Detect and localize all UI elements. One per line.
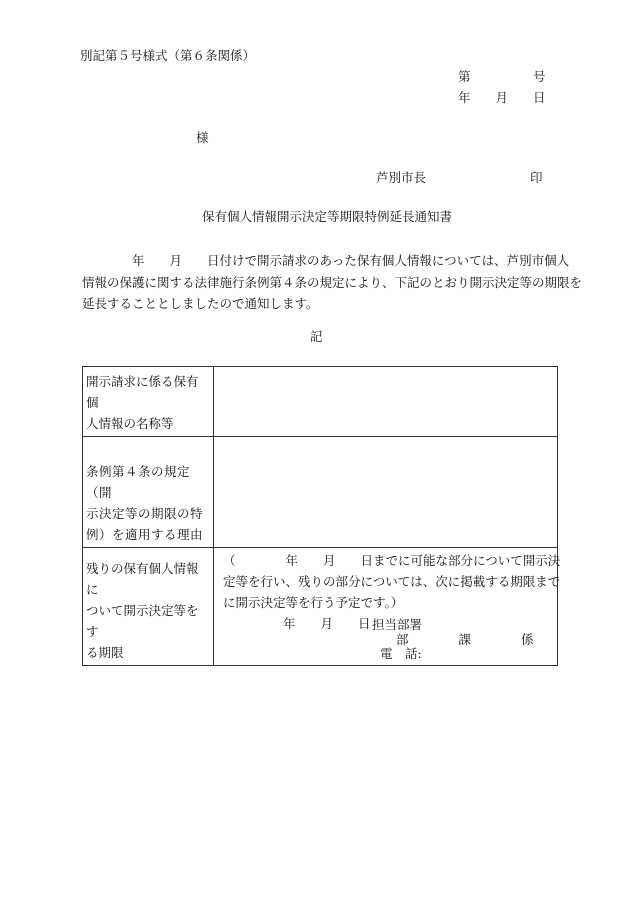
addressee-honorific: 様 [196,130,209,145]
notice-body [82,250,583,315]
deadline-line: 定等を行い、残りの部分については、次に掲載する期限まで [223,574,561,589]
table-value-cell [214,437,558,548]
document-number: 第 号 [458,69,546,84]
table-label-line: 示決定等の期限の特 [86,506,204,521]
table-label-line: 開示請求に係る保有個 [86,374,199,410]
ki-heading: 記 [310,329,323,344]
table-row [83,548,558,666]
contact-phone: 電 話: [380,646,422,661]
table-label-cell [83,437,214,548]
table-label-line: 残りの保有個人情報に [86,561,199,597]
table-row [83,367,558,437]
body-line: 年 月 日付けで開示請求のあった保有個人情報については、芦別市個人 [82,253,570,268]
table-label-line: 条例第４条の規定（開 [86,464,191,500]
document-date: 年 月 日 [458,90,546,105]
table-label-line: 人情報の名称等 [86,416,174,431]
body-line: 情報の保護に関する法律施行条例第４条の規定により、下記のとおり開示決定等の期限を [82,274,583,290]
form-number: 別記第５号様式（第６条関係） [80,48,256,63]
deadline-date: 年 月 日 [283,616,371,631]
contact-label: 担当部署 [372,617,423,632]
table-value-cell [214,367,558,437]
seal-mark: 印 [530,170,543,185]
sender-name: 芦別市長 [376,170,427,185]
details-table [82,366,561,666]
document-title: 保有個人情報開示決定等期限特例延長通知書 [202,209,453,224]
table-label-cell [83,367,214,437]
body-line: 延長することとしましたので通知します。 [82,296,319,311]
deadline-line: （ 年 月 日までに可能な部分について開示決 [223,553,561,568]
table-label-line: 例）を適用する理由 [86,527,204,542]
table-label-line: ついて開示決定等をす [86,603,199,639]
table-label-cell [83,548,214,666]
table-label-line: る期限 [86,645,124,660]
contact-department: 部 課 係 [396,632,534,647]
table-row [83,437,558,548]
deadline-line: に開示決定等を行う予定です。） [223,595,404,610]
